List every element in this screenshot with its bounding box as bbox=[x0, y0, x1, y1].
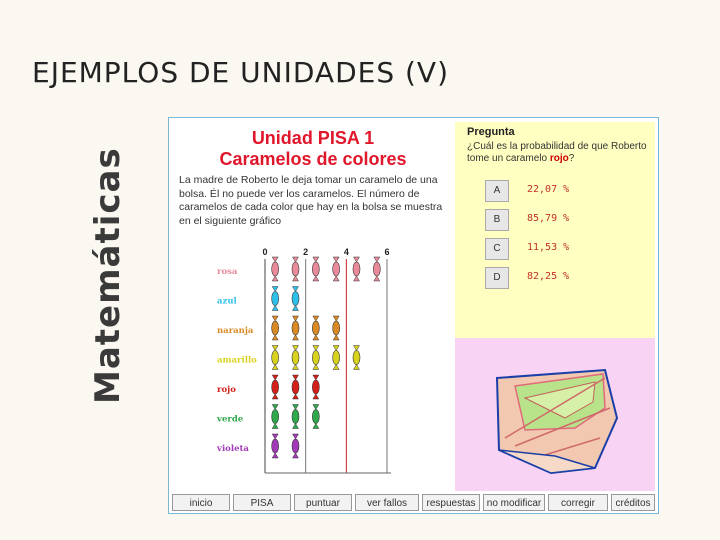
candy-mark bbox=[353, 257, 360, 281]
candy-wrapper-top bbox=[333, 316, 339, 321]
option-c-button[interactable]: C bbox=[485, 238, 509, 260]
candy-body bbox=[272, 321, 279, 335]
candy-body bbox=[292, 321, 299, 335]
candy-wrapper-top bbox=[293, 346, 299, 351]
question-panel bbox=[455, 122, 655, 338]
candy-wrapper-bottom bbox=[333, 365, 339, 370]
candy-mark bbox=[292, 287, 299, 311]
candy-wrapper-top bbox=[313, 257, 319, 262]
category-label: violeta bbox=[217, 444, 249, 454]
category-label: verde bbox=[217, 414, 244, 425]
candy-mark bbox=[292, 405, 299, 429]
candy-wrapper-bottom bbox=[293, 306, 299, 311]
option-a-button[interactable]: A bbox=[485, 180, 509, 202]
nav-pisa-button[interactable]: PISA bbox=[233, 494, 291, 511]
candy-wrapper-top bbox=[272, 434, 278, 439]
candy-body bbox=[333, 321, 340, 335]
candy-wrapper-top bbox=[333, 257, 339, 262]
candy-body bbox=[292, 410, 299, 424]
candy-wrapper-bottom bbox=[272, 365, 278, 370]
pisa-unit-window bbox=[168, 117, 659, 514]
candy-mark bbox=[272, 316, 279, 340]
candy-wrapper-top bbox=[333, 346, 339, 351]
category-label: azul bbox=[217, 296, 237, 307]
candy-wrapper-top bbox=[313, 316, 319, 321]
candy-body bbox=[312, 410, 319, 424]
candy-wrapper-bottom bbox=[313, 394, 319, 399]
candy-wrapper-top bbox=[272, 405, 278, 410]
candy-wrapper-top bbox=[313, 405, 319, 410]
candy-wrapper-bottom bbox=[293, 424, 299, 429]
candy-pictogram-chart bbox=[173, 247, 453, 477]
nav-ver-fallos-button[interactable]: ver fallos bbox=[355, 494, 419, 511]
candy-wrapper-bottom bbox=[313, 365, 319, 370]
candy-body bbox=[353, 351, 360, 365]
candy-body bbox=[353, 262, 360, 276]
option-b-button[interactable]: B bbox=[485, 209, 509, 231]
candy-wrapper-bottom bbox=[333, 335, 339, 340]
candy-mark bbox=[292, 316, 299, 340]
decorative-image-panel bbox=[455, 338, 655, 491]
candy-wrapper-top bbox=[374, 257, 380, 262]
unit-subtitle: Caramelos de colores bbox=[219, 149, 407, 169]
candy-mark bbox=[272, 346, 279, 370]
candy-mark bbox=[272, 405, 279, 429]
candy-wrapper-bottom bbox=[354, 276, 360, 281]
candy-mark bbox=[292, 375, 299, 399]
nav-inicio-button[interactable]: inicio bbox=[172, 494, 230, 511]
category-label: rosa bbox=[217, 267, 238, 277]
candy-body bbox=[292, 439, 299, 453]
candy-body bbox=[292, 380, 299, 394]
candy-mark bbox=[292, 257, 299, 281]
candy-mark bbox=[333, 257, 340, 281]
x-tick-label: 0 bbox=[262, 247, 268, 257]
candy-wrapper-bottom bbox=[293, 335, 299, 340]
candy-mark bbox=[312, 316, 319, 340]
candy-body bbox=[333, 262, 340, 276]
x-tick-label: 4 bbox=[343, 247, 349, 257]
category-label: amarillo bbox=[217, 355, 257, 366]
x-tick-label: 2 bbox=[303, 247, 309, 257]
candy-wrapper-top bbox=[272, 375, 278, 380]
candy-body bbox=[312, 351, 319, 365]
candy-mark bbox=[333, 346, 340, 370]
candy-body bbox=[272, 292, 279, 306]
candy-wrapper-top bbox=[272, 346, 278, 351]
candy-body bbox=[373, 262, 380, 276]
candy-mark bbox=[272, 434, 279, 458]
candy-wrapper-top bbox=[293, 375, 299, 380]
candy-wrapper-top bbox=[293, 434, 299, 439]
candy-wrapper-top bbox=[272, 316, 278, 321]
option-d-value: 82,25 % bbox=[527, 271, 570, 282]
candy-wrapper-bottom bbox=[293, 394, 299, 399]
candy-wrapper-bottom bbox=[272, 394, 278, 399]
nav-creditos-button[interactable]: créditos bbox=[611, 494, 655, 511]
candy-mark bbox=[272, 257, 279, 281]
candy-wrapper-bottom bbox=[333, 276, 339, 281]
nav-respuestas-button[interactable]: respuestas bbox=[422, 494, 480, 511]
candy-body bbox=[272, 351, 279, 365]
candy-mark bbox=[353, 346, 360, 370]
option-b-value: 85,79 % bbox=[527, 213, 570, 224]
candy-body bbox=[272, 380, 279, 394]
candy-wrapper-bottom bbox=[293, 276, 299, 281]
candy-body bbox=[292, 262, 299, 276]
candy-body bbox=[272, 262, 279, 276]
candy-wrapper-top bbox=[313, 375, 319, 380]
candy-body bbox=[292, 351, 299, 365]
option-d-button[interactable]: D bbox=[485, 267, 509, 289]
question-text-start: ¿Cuál es la probabilidad de que Roberto tome un caramelo bbox=[467, 141, 647, 164]
candy-wrapper-bottom bbox=[272, 306, 278, 311]
candy-wrapper-top bbox=[272, 287, 278, 292]
candy-wrapper-top bbox=[293, 316, 299, 321]
unit-title: Unidad PISA 1 bbox=[251, 128, 375, 148]
candy-mark bbox=[272, 287, 279, 311]
category-label: naranja bbox=[217, 326, 254, 336]
side-title: Matemáticas bbox=[88, 147, 128, 404]
nav-puntuar-button[interactable]: puntuar bbox=[294, 494, 352, 511]
candy-body bbox=[272, 439, 279, 453]
candy-body bbox=[312, 262, 319, 276]
unit-story: La madre de Roberto le deja tomar un caramelo de una bolsa. Él no puede ver los caramelos. El número de caramelos de cada color que hay en la bolsa se muestra en el siguiente gráfico bbox=[179, 174, 443, 227]
candy-wrapper-bottom bbox=[374, 276, 380, 281]
candy-wrapper-bottom bbox=[272, 424, 278, 429]
candy-wrapper-bottom bbox=[354, 365, 360, 370]
category-label: rojo bbox=[217, 385, 236, 395]
candy-mark bbox=[312, 346, 319, 370]
candy-body bbox=[272, 410, 279, 424]
slide-title: EJEMPLOS DE UNIDADES (V) bbox=[32, 56, 449, 89]
candy-wrapper-top bbox=[354, 257, 360, 262]
candy-body bbox=[312, 321, 319, 335]
candy-wrapper-top bbox=[272, 257, 278, 262]
nav-no-modificar-button[interactable]: no modificar bbox=[483, 494, 545, 511]
question-text-end: ? bbox=[568, 153, 575, 164]
candy-body bbox=[312, 380, 319, 394]
candy-mark bbox=[292, 434, 299, 458]
candy-wrapper-bottom bbox=[272, 453, 278, 458]
candy-wrapper-top bbox=[293, 405, 299, 410]
candy-wrapper-top bbox=[293, 287, 299, 292]
candy-wrapper-bottom bbox=[313, 276, 319, 281]
nav-corregir-button[interactable]: corregir bbox=[548, 494, 608, 511]
candy-wrapper-top bbox=[293, 257, 299, 262]
candy-wrapper-top bbox=[313, 346, 319, 351]
candy-mark bbox=[333, 316, 340, 340]
candy-wrapper-bottom bbox=[313, 424, 319, 429]
candy-mark bbox=[312, 405, 319, 429]
candy-body bbox=[292, 292, 299, 306]
candy-wrapper-top bbox=[354, 346, 360, 351]
question-heading: Pregunta bbox=[467, 126, 515, 138]
unit-panel bbox=[173, 122, 453, 488]
candy-wrapper-bottom bbox=[293, 365, 299, 370]
x-tick-label: 6 bbox=[384, 247, 390, 257]
bottom-navigation bbox=[169, 492, 658, 513]
candy-body bbox=[333, 351, 340, 365]
candy-wrapper-bottom bbox=[272, 276, 278, 281]
candy-wrapper-bottom bbox=[313, 335, 319, 340]
candy-mark bbox=[272, 375, 279, 399]
fan-shape-image bbox=[455, 338, 655, 491]
candy-mark bbox=[312, 375, 319, 399]
question-text bbox=[467, 141, 653, 165]
candy-wrapper-bottom bbox=[293, 453, 299, 458]
option-a-value: 22,07 % bbox=[527, 184, 570, 195]
candy-mark bbox=[292, 346, 299, 370]
candy-mark bbox=[373, 257, 380, 281]
question-text-emph: rojo bbox=[549, 153, 569, 164]
candy-mark bbox=[312, 257, 319, 281]
candy-wrapper-bottom bbox=[272, 335, 278, 340]
option-c-value: 11,53 % bbox=[527, 242, 570, 253]
